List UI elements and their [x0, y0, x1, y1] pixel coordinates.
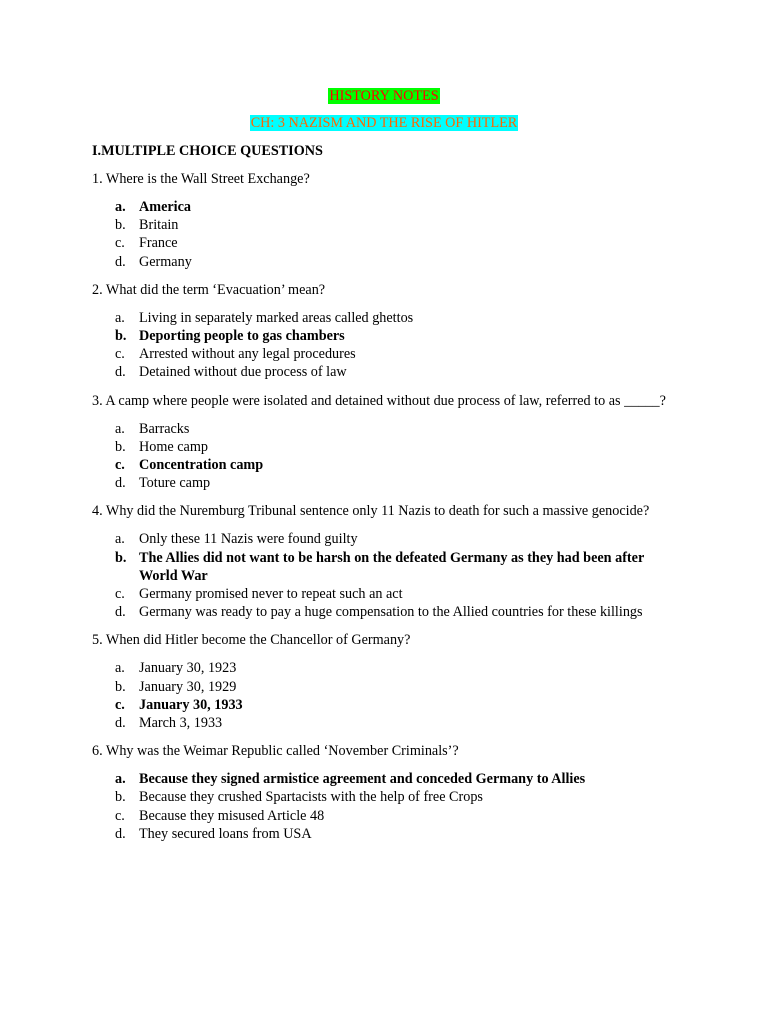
option-marker: c. — [115, 807, 125, 824]
option-marker: d. — [115, 825, 126, 842]
option-marker: a. — [115, 199, 126, 215]
answer-option-correct — [92, 696, 676, 714]
option-marker: b. — [115, 789, 126, 806]
option-text: Barracks — [139, 420, 190, 437]
option-text: Toture camp — [139, 475, 211, 492]
answer-option — [92, 678, 676, 696]
option-text: Germany promised never to repeat such an act — [139, 586, 403, 603]
answer-option — [92, 438, 676, 456]
option-marker: c. — [115, 696, 125, 713]
option-text: They secured loans from USA — [139, 825, 312, 842]
option-text: January 30, 1933 — [139, 696, 243, 713]
option-marker: a. — [115, 771, 126, 788]
answer-option — [92, 253, 676, 271]
option-text: France — [139, 235, 178, 252]
question-text: 3. A camp where people were isolated and detained without due process of law, referred to as _____? — [92, 392, 666, 409]
option-marker: d. — [115, 253, 126, 270]
answer-option — [92, 474, 676, 492]
question-block — [92, 631, 676, 732]
chapter-title-text: CH: 3 NAZISM AND THE RISE OF HITLER — [250, 115, 518, 131]
option-marker: d. — [115, 604, 126, 621]
option-text: Britain — [139, 217, 179, 234]
option-text: January 30, 1923 — [139, 660, 237, 677]
option-text: Detained without due process of law — [139, 364, 347, 381]
answer-option — [92, 216, 676, 234]
option-marker: c. — [115, 235, 125, 252]
answer-option — [92, 659, 676, 677]
answer-option — [92, 603, 676, 621]
question-text: 5. When did Hitler become the Chancellor of Germany? — [92, 632, 411, 649]
answer-options — [92, 198, 676, 271]
answer-option — [92, 309, 676, 327]
answer-option — [92, 345, 676, 363]
answer-option — [92, 825, 676, 843]
answer-option — [92, 363, 676, 381]
option-text: Because they signed armistice agreement and conceded Germany to Allies — [139, 771, 586, 788]
question-block — [92, 392, 676, 493]
answer-option — [92, 807, 676, 825]
page-title-text: HISTORY NOTES — [329, 88, 439, 104]
question-text: 6. Why was the Weimar Republic called ‘November Criminals’? — [92, 743, 459, 760]
option-marker: c. — [115, 346, 125, 363]
answer-option-correct — [92, 770, 676, 788]
option-text: Because they crushed Spartacists with the help of free Crops — [139, 789, 483, 806]
option-marker: d. — [115, 475, 126, 492]
question-text: 1. Where is the Wall Street Exchange? — [92, 171, 310, 187]
option-text: Home camp — [139, 438, 208, 455]
option-text: Concentration camp — [139, 457, 264, 474]
option-marker: b. — [115, 328, 127, 345]
answer-option — [92, 530, 676, 548]
answer-option — [92, 788, 676, 806]
option-marker: a. — [115, 660, 125, 677]
option-text: Deporting people to gas chambers — [139, 328, 345, 345]
answer-options — [92, 770, 676, 843]
option-marker: b. — [115, 678, 126, 695]
option-marker: a. — [115, 531, 125, 548]
answer-option-correct — [92, 327, 676, 345]
question-text: 4. Why did the Nuremburg Tribunal sentence only 11 Nazis to death for such a massive genocide? — [92, 503, 650, 520]
option-text: Because they misused Article 48 — [139, 807, 325, 824]
question-block — [92, 170, 676, 271]
option-marker: b. — [115, 217, 126, 234]
question-block — [92, 502, 676, 621]
option-marker: b. — [115, 549, 127, 566]
answer-option — [92, 234, 676, 252]
option-text: The Allies did not want to be harsh on the defeated Germany as they had been after World War — [139, 549, 644, 584]
question-text: 2. What did the term ‘Evacuation’ mean? — [92, 281, 326, 298]
question-block — [92, 742, 676, 843]
question-list — [92, 170, 676, 843]
option-text: Arrested without any legal procedures — [139, 346, 356, 363]
option-marker: d. — [115, 715, 126, 732]
option-text: Only these 11 Nazis were found guilty — [139, 531, 358, 548]
document-page — [92, 87, 676, 843]
option-marker: a. — [115, 420, 125, 437]
option-text: March 3, 1933 — [139, 715, 223, 732]
option-marker: a. — [115, 309, 125, 326]
answer-option — [92, 714, 676, 732]
option-text: Germany was ready to pay a huge compensation to the Allied countries for these killings — [139, 604, 643, 621]
option-marker: c. — [115, 457, 125, 474]
answer-option-correct — [92, 198, 676, 216]
answer-options — [92, 659, 676, 732]
section-heading: I.MULTIPLE CHOICE QUESTIONS — [92, 143, 323, 159]
option-marker: c. — [115, 586, 125, 603]
option-marker: b. — [115, 438, 126, 455]
option-marker: d. — [115, 364, 126, 381]
answer-option-correct — [92, 456, 676, 474]
chapter-title — [92, 114, 676, 132]
option-text: Living in separately marked areas called ghettos — [139, 309, 414, 326]
option-text: America — [139, 199, 191, 215]
answer-options — [92, 420, 676, 493]
answer-option — [92, 420, 676, 438]
question-block — [92, 281, 676, 382]
answer-option-correct — [92, 549, 676, 585]
page-title — [92, 87, 676, 105]
option-text: January 30, 1929 — [139, 678, 237, 695]
answer-options — [92, 530, 676, 621]
answer-option — [92, 585, 676, 603]
option-text: Germany — [139, 253, 192, 270]
answer-options — [92, 309, 676, 382]
